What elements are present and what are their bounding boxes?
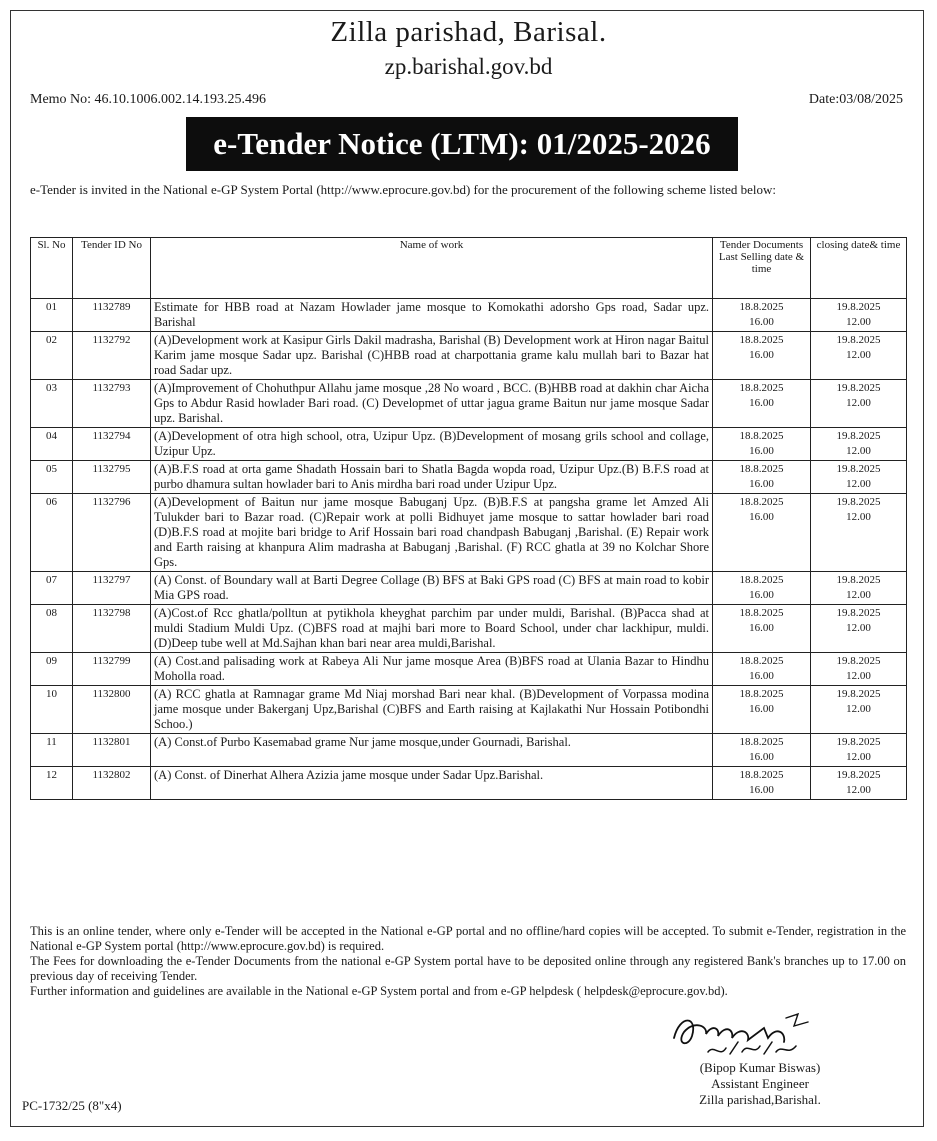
row-sl: 06 (31, 494, 73, 572)
table-row (31, 332, 907, 380)
row-tender-id: 1132795 (73, 461, 151, 494)
notes-block (30, 924, 906, 999)
closing-date: 19.8.2025 (836, 574, 881, 586)
table-row (31, 461, 907, 494)
note-fees: The Fees for downloading the e-Tender Documents from the national e-GP System portal have to be deposited online through any registered Bank's branches up to 17.00 on previous day of receiving Tender. (30, 954, 906, 983)
row-name-of-work: (A)Improvement of Chohuthpur Allahu jame mosque ,28 No woard , BCC. (B)HBB road at dakhin char Aicha Gps to Abdur Rasid howlader Bari road. (C) Developmet of uttar jagua grame Baitun nur jame mosque Sadar upz. Barishal. (151, 380, 713, 428)
selling-time: 16.00 (749, 478, 774, 490)
closing-date: 19.8.2025 (836, 688, 881, 700)
row-selling-datetime (713, 332, 811, 380)
closing-date: 19.8.2025 (836, 430, 881, 442)
closing-time: 12.00 (846, 316, 871, 328)
closing-time: 12.00 (846, 478, 871, 490)
closing-time: 12.00 (846, 751, 871, 763)
selling-date: 18.8.2025 (739, 430, 784, 442)
row-selling-datetime (713, 494, 811, 572)
table-row (31, 767, 907, 800)
table-row (31, 686, 907, 734)
memo-number: Memo No: 46.10.1006.002.14.193.25.496 (30, 92, 267, 107)
row-tender-id: 1132802 (73, 767, 151, 800)
closing-time: 12.00 (846, 589, 871, 601)
table-header-row (31, 238, 907, 299)
row-sl: 03 (31, 380, 73, 428)
closing-time: 12.00 (846, 703, 871, 715)
selling-time: 16.00 (749, 349, 774, 361)
selling-time: 16.00 (749, 316, 774, 328)
row-name-of-work: (A)Development work at Kasipur Girls Dakil madrasha, Barishal (B) Development work at Hiron nagar Baitul Karim jame mosque Sadar upz. Barishal (C)HBB road at charpottania grame kalu mullah bari to Bazar hat road Sadar upz. (151, 332, 713, 380)
closing-date: 19.8.2025 (836, 301, 881, 313)
row-selling-datetime (713, 653, 811, 686)
row-tender-id: 1132800 (73, 686, 151, 734)
row-sl: 08 (31, 605, 73, 653)
closing-date: 19.8.2025 (836, 496, 881, 508)
website: zp.barishal.gov.bd (384, 54, 553, 79)
note-online-tender: This is an online tender, where only e-Tender will be accepted in the National e-GP portal and no offline/hard copies will be accepted. To submit e-Tender, registration in the National e-GP System portal (http://www.eprocure.gov.bd) is required. (30, 924, 906, 953)
table-row (31, 494, 907, 572)
header-sl: Sl. No (31, 238, 73, 299)
closing-date: 19.8.2025 (836, 382, 881, 394)
tender-table (30, 237, 907, 800)
row-name-of-work: (A) Const. of Dinerhat Alhera Azizia jame mosque under Sadar Upz.Barishal. (151, 767, 713, 800)
closing-time: 12.00 (846, 622, 871, 634)
selling-time: 16.00 (749, 751, 774, 763)
selling-date: 18.8.2025 (739, 769, 784, 781)
closing-date: 19.8.2025 (836, 607, 881, 619)
closing-time: 12.00 (846, 784, 871, 796)
selling-date: 18.8.2025 (739, 574, 784, 586)
row-selling-datetime (713, 572, 811, 605)
closing-time: 12.00 (846, 670, 871, 682)
row-sl: 11 (31, 734, 73, 767)
row-closing-datetime (811, 428, 907, 461)
row-name-of-work: (A) Const.of Purbo Kasemabad grame Nur jame mosque,under Gournadi, Barishal. (151, 734, 713, 767)
note-helpdesk: Further information and guidelines are available in the National e-GP System portal and from e-GP helpdesk ( helpdesk@eprocure.gov.bd). (30, 984, 728, 998)
row-closing-datetime (811, 461, 907, 494)
selling-time: 16.00 (749, 397, 774, 409)
selling-date: 18.8.2025 (739, 607, 784, 619)
table-row (31, 653, 907, 686)
selling-time: 16.00 (749, 670, 774, 682)
row-tender-id: 1132798 (73, 605, 151, 653)
signer-designation: Assistant Engineer (711, 1076, 809, 1091)
row-selling-datetime (713, 767, 811, 800)
row-closing-datetime (811, 605, 907, 653)
row-closing-datetime (811, 767, 907, 800)
row-closing-datetime (811, 299, 907, 332)
row-sl: 09 (31, 653, 73, 686)
row-sl: 04 (31, 428, 73, 461)
selling-time: 16.00 (749, 703, 774, 715)
selling-date: 18.8.2025 (739, 334, 784, 346)
row-name-of-work: (A)Cost.of Rcc ghatla/polltun at pytikhola kheyghat parchim par under muldi, Barishal. (B)Pacca shad at muldi Stadium Muldi Upz. (C)BFS road at majhi bari more to Board School, under char lackhipur, muldi. (D)Deep tube well at Md.Sajhan khan bari near area muldi,Barishal. (151, 605, 713, 653)
closing-time: 12.00 (846, 511, 871, 523)
closing-date: 19.8.2025 (836, 655, 881, 667)
closing-time: 12.00 (846, 445, 871, 457)
row-tender-id: 1132797 (73, 572, 151, 605)
selling-date: 18.8.2025 (739, 301, 784, 313)
table-row (31, 605, 907, 653)
selling-time: 16.00 (749, 511, 774, 523)
closing-date: 19.8.2025 (836, 334, 881, 346)
row-closing-datetime (811, 332, 907, 380)
selling-date: 18.8.2025 (739, 382, 784, 394)
selling-date: 18.8.2025 (739, 463, 784, 475)
row-selling-datetime (713, 686, 811, 734)
row-name-of-work: (A)Development of Baitun nur jame mosque Babuganj Upz. (B)B.F.S at pangsha grame let Amzed Ali Tulukder bari to Bazar road. (C)Repair work at polli Bidhuyet jame mosque to sattar howlader bari road (D)B.F.S road at mojite bari bridge to Arif Hossain bari road chandpash Babuganj ,Barishal. (E) Repair work and Earth raising at khanpura Alim madrasha at Babuganj ,Barishal. (F) RCC ghatla at 39 no Kolchar Shore Gps. (151, 494, 713, 572)
table-row (31, 299, 907, 332)
row-selling-datetime (713, 380, 811, 428)
row-selling-datetime (713, 299, 811, 332)
table-row (31, 428, 907, 461)
row-name-of-work: Estimate for HBB road at Nazam Howlader jame mosque to Komokathi adorsho Gps road, Sadar upz. Barishal (151, 299, 713, 332)
row-selling-datetime (713, 461, 811, 494)
row-name-of-work: (A) Const. of Boundary wall at Barti Degree Collage (B) BFS at Baki GPS road (C) BFS at main road to kobir Mia GPS road. (151, 572, 713, 605)
header-last-selling: Tender Documents Last Selling date & time (713, 238, 811, 299)
organization-name: Zilla parishad, Barisal. (330, 16, 607, 48)
row-tender-id: 1132792 (73, 332, 151, 380)
row-tender-id: 1132801 (73, 734, 151, 767)
row-closing-datetime (811, 380, 907, 428)
row-sl: 02 (31, 332, 73, 380)
selling-date: 18.8.2025 (739, 736, 784, 748)
signer-block (640, 1060, 880, 1108)
closing-time: 12.00 (846, 349, 871, 361)
row-tender-id: 1132793 (73, 380, 151, 428)
row-sl: 01 (31, 299, 73, 332)
row-name-of-work: (A) Cost.and palisading work at Rabeya Ali Nur jame mosque Area (B)BFS road at Ulania Bazar to Hindhu Moholla road. (151, 653, 713, 686)
signer-name: (Bipop Kumar Biswas) (699, 1060, 821, 1075)
row-selling-datetime (713, 605, 811, 653)
row-sl: 10 (31, 686, 73, 734)
closing-date: 19.8.2025 (836, 463, 881, 475)
intro-paragraph: e-Tender is invited in the National e-GP System Portal (http://www.eprocure.gov.bd) for the procurement of the following scheme listed below: (30, 182, 777, 197)
selling-date: 18.8.2025 (739, 655, 784, 667)
closing-date: 19.8.2025 (836, 736, 881, 748)
row-tender-id: 1132796 (73, 494, 151, 572)
header-closing: closing date& time (811, 238, 907, 299)
row-tender-id: 1132799 (73, 653, 151, 686)
row-selling-datetime (713, 734, 811, 767)
selling-time: 16.00 (749, 445, 774, 457)
table-row (31, 572, 907, 605)
row-name-of-work: (A)Development of otra high school, otra, Uzipur Upz. (B)Development of mosang grils school and collage, Uzipur Upz. (151, 428, 713, 461)
closing-date: 19.8.2025 (836, 769, 881, 781)
row-selling-datetime (713, 428, 811, 461)
row-closing-datetime (811, 653, 907, 686)
table-row (31, 380, 907, 428)
notice-title-banner (186, 117, 738, 171)
header-tender-id: Tender ID No (73, 238, 151, 299)
handwritten-signature (668, 1008, 818, 1060)
row-sl: 05 (31, 461, 73, 494)
header-name-of-work: Name of work (151, 238, 713, 299)
row-sl: 07 (31, 572, 73, 605)
table-row (31, 734, 907, 767)
selling-time: 16.00 (749, 589, 774, 601)
print-code: PC-1732/25 (8"x4) (22, 1098, 122, 1113)
row-closing-datetime (811, 494, 907, 572)
row-closing-datetime (811, 734, 907, 767)
closing-time: 12.00 (846, 397, 871, 409)
selling-date: 18.8.2025 (739, 688, 784, 700)
row-name-of-work: (A) RCC ghatla at Ramnagar grame Md Niaj morshad Bari near khal. (B)Development of Vorpassa modina jame mosque under Bakerganj Upz,Barishal (C)BFS and Earth raising at Kajlakathi Nur Hossain Potibondhi Schoo.) (151, 686, 713, 734)
selling-time: 16.00 (749, 622, 774, 634)
signer-office: Zilla parishad,Barishal. (699, 1092, 821, 1107)
row-tender-id: 1132794 (73, 428, 151, 461)
row-sl: 12 (31, 767, 73, 800)
selling-date: 18.8.2025 (739, 496, 784, 508)
notice-date: Date:03/08/2025 (808, 92, 903, 107)
selling-time: 16.00 (749, 784, 774, 796)
row-tender-id: 1132789 (73, 299, 151, 332)
row-name-of-work: (A)B.F.S road at orta game Shadath Hossain bari to Shatla Bagda wopda road, Uzipur Upz.(B) B.F.S road at purbo dhamura sultan howlader bari to Anis mirdha bari road under Uzipur Upz. (151, 461, 713, 494)
notice-title: e-Tender Notice (LTM): 01/2025-2026 (213, 126, 711, 161)
row-closing-datetime (811, 686, 907, 734)
row-closing-datetime (811, 572, 907, 605)
